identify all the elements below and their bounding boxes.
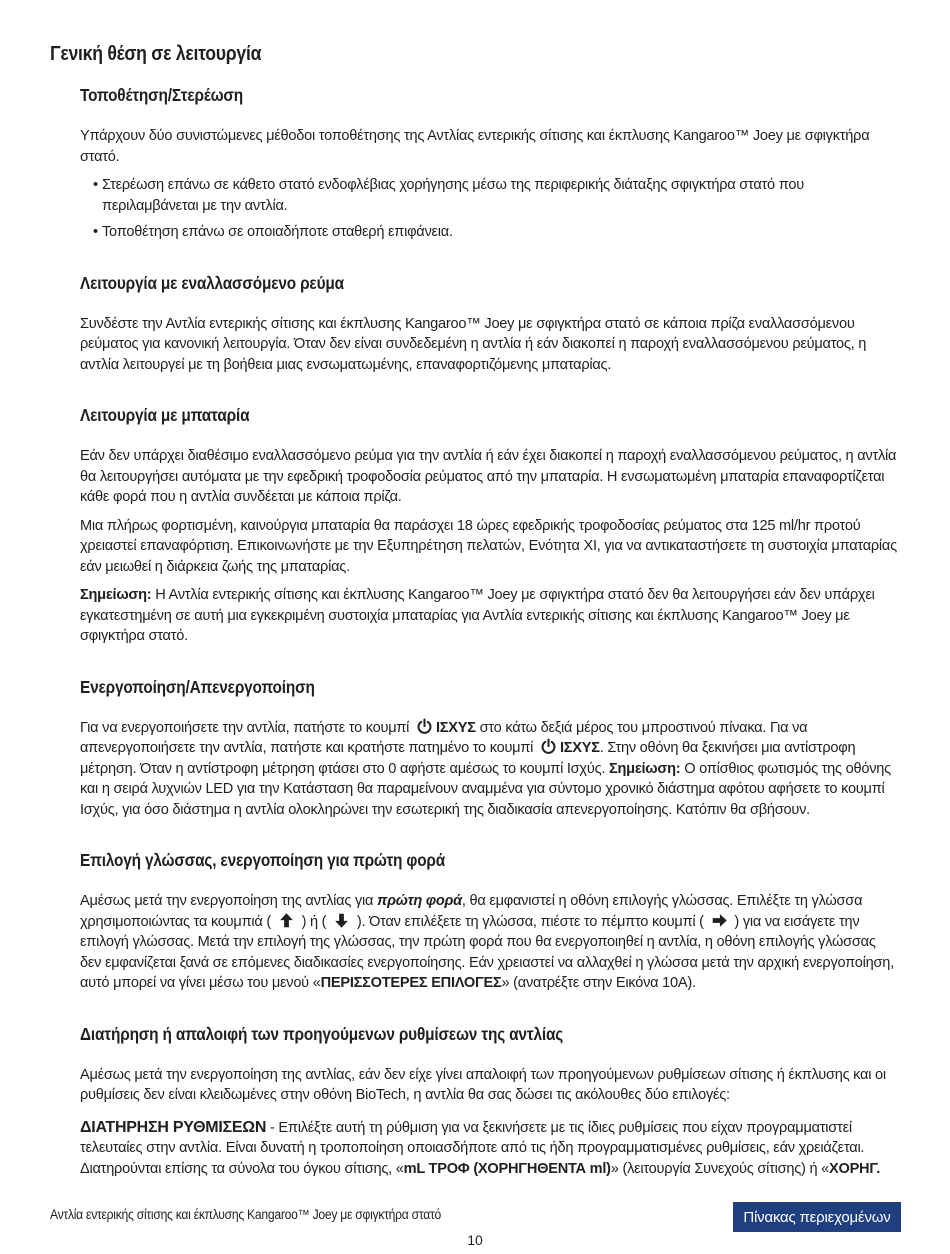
- arrow-up-icon: [278, 912, 295, 929]
- menu-name-more-options: ΠΕΡΙΣΣΟΤΕΡΕΣ ΕΠΙΛΟΓΕΣ: [320, 975, 502, 991]
- power-icon: [416, 718, 433, 735]
- list-item: • Τοποθέτηση επάνω σε οποιαδήποτε σταθερή επιφάνεια.: [90, 222, 900, 243]
- text-run: ) για να εισάγετε την επιλογή γλώσσας. Μετά την επιλογή της γλώσσας, την πρώτη φορά που θα ενεργοποιηθεί η αντλία, η οθόνη επιλογής γλώσσας δεν εμφανίζεται ξανά σε επόμενες διαδικασίες ενεργοποίησης. Εάν χρειαστεί να αλλαχθεί η γλώσσα μετά την αρχική ενεργοποίηση, αυτό μπορεί να γίνει μέσω του μενού «: [80, 913, 894, 991]
- ac-power-text: Συνδέστε την Αντλία εντερικής σίτισης και έκπλυσης Kangaroo™ Joey με σφιγκτήρα στατό σε κάποια πρίζα εναλλασσόμενου ρεύματος για κανονική λειτουργία. Όταν δεν είναι συνδεδεμένη η αντλία ή εάν διακοπεί η παροχή εναλλασσόμενου ρεύματος, η αντλία λειτουργεί με τη βοήθεια μιας ενσωματωμένης, επαναφορτιζόμενης μπαταρίας.: [80, 315, 867, 373]
- note-label: Σημείωση:: [80, 587, 152, 603]
- mounting-bullet-list: [90, 175, 900, 243]
- text-run: Ο οπίσθιος φωτισμός της οθόνης και η σειρά λυχνιών LED για την Κατάσταση θα παραμείνουν αναμμένα για σύντομο χρονικό διάστημα αφότου αφήσετε το κουμπί Ισχύς, για όσο διάστημα η αντλία ολοκληρώνει την εσωτερική της διαδικασία απενεργοποίησης. Κατόπιν θα σβήσουν.: [80, 760, 891, 818]
- arrow-right-icon: [711, 912, 728, 929]
- battery-paragraph-1: Εάν δεν υπάρχει διαθέσιμο εναλλασσόμενο ρεύμα για την αντλία ή εάν έχει διακοπεί η παροχή εναλλασσόμενου ρεύματος, η αντλία θα λειτουργήσει αυτόματα με την εφεδρική τροφοδοσία ρεύματος από την μπαταρία. Η ενσωματωμένη μπαταρία επαναφορτίζεται κάθε φορά που η αντλία συνδέεται με κάποια πρίζα.: [80, 448, 897, 505]
- power-icon: [540, 738, 557, 755]
- power-button-label: ΙΣΧΥΣ: [559, 740, 600, 756]
- settings-intro: Αμέσως μετά την ενεργοποίηση της αντλίας, εάν δεν είχε γίνει απαλοιφή των προηγούμενων ρυθμίσεων σίτισης ή έκπλυσης και οι ρυθμίσεις δεν είναι κλειδωμένες στην οθόνη BioTech, η αντλία θα σας δώσει τις ακόλουθες δύο επιλογές:: [80, 1066, 886, 1103]
- note-label: Σημείωση:: [608, 760, 681, 777]
- section-heading-language-selection: Επιλογή γλώσσας, ενεργοποίηση για πρώτη φορά: [80, 850, 446, 870]
- battery-note: [80, 585, 900, 647]
- power-button-label: ΙΣΧΥΣ: [435, 719, 476, 736]
- emphasis-first-time: πρώτη φορά: [376, 893, 462, 909]
- section-heading-mounting: Τοποθέτηση/Στερέωση: [80, 85, 244, 105]
- section-mounting: [80, 85, 900, 243]
- text-run: - Επιλέξτε αυτή τη ρύθμιση για να ξεκινήσετε με τις ίδιες ρυθμίσεις που είχαν προγραμματιστεί τελευταίες στην αντλία. Είναι δυνατή η τροποποίηση οποιασδήποτε από τις ήδη προγραμματισμένες ρυθμίσεις, εάν χρειάζεται. Διατηρούνται επίσης τα σύνολα του όγκου σίτισης, «: [80, 1119, 865, 1177]
- main-content: [80, 85, 900, 1199]
- section-language-selection: [80, 850, 900, 994]
- text-run: ). Όταν επιλέξετε τη γλώσσα, πιέστε το πέμπτο κουμπί (: [353, 913, 708, 930]
- text-run: . Στην οθόνη θα ξεκινήσει μια αντίστροφη μέτρηση. Όταν η αντίστροφη μέτρηση φτάσει στο 0 αφήστε αμέσως το κουμπί Ισχύς.: [80, 740, 856, 777]
- dose-label: ΧΟΡΗΓ.: [828, 1160, 881, 1177]
- list-item: • Στερέωση επάνω σε κάθετο στατό ενδοφλέβιας χορήγησης μέσω της περιφερικής διάταξης σφιγκτήρα στατό που περιλαμβάνεται με την αντλία.: [90, 175, 900, 216]
- text-run: Για να ενεργοποιήσετε την αντλία, πατήστε το κουμπί: [80, 719, 413, 736]
- note-text: Η Αντλία εντερικής σίτισης και έκπλυσης Kangaroo™ Joey με σφιγκτήρα στατό δεν θα λειτουργήσει εάν δεν υπάρχει εγκατεστημένη σε αυτή μια εγκεκριμένη συστοιχία μπαταρίας για Αντλία εντερικής σίτισης και έκπλυσης Kangaroo™ Joey με σφιγκτήρα στατό.: [80, 587, 875, 644]
- text-run: Αμέσως μετά την ενεργοποίηση της αντλίας για: [80, 893, 377, 909]
- text-run: ) ή (: [297, 913, 331, 930]
- keep-settings-description: [80, 1118, 900, 1180]
- power-on-off-text: [80, 718, 900, 821]
- ml-feed-label: mL ΤΡΟΦ (ΧΟΡΗΓΗΘΕΝΤΑ ml): [403, 1160, 611, 1177]
- keep-settings-label: ΔΙΑΤΗΡΗΣΗ ΡΥΘΜΙΣΕΩΝ: [80, 1118, 267, 1136]
- text-run: , θα εμφανιστεί η οθόνη επιλογής γλώσσας. Επιλέξτε τη γλώσσα χρησιμοποιώντας τα κουμπιά (: [80, 893, 863, 930]
- section-heading-power-on-off: Ενεργοποίηση/Απενεργοποίηση: [80, 676, 315, 697]
- section-keep-clear-settings: [80, 1024, 900, 1180]
- page-title: Γενική θέση σε λειτουργία: [50, 42, 262, 65]
- section-ac-power: [80, 273, 900, 376]
- arrow-down-icon: [333, 912, 350, 929]
- language-selection-text: [80, 891, 900, 994]
- table-of-contents-button[interactable]: Πίνακας περιεχομένων: [733, 1202, 901, 1232]
- section-heading-battery: Λειτουργία με μπαταρία: [80, 405, 250, 425]
- battery-paragraph-2: Μια πλήρως φορτισμένη, καινούργια μπαταρία θα παράσχει 18 ώρες εφεδρικής τροφοδοσίας ρεύματος στα 125 ml/hr προτού χρειαστεί επαναφόρτιση. Επικοινωνήστε με την Εξυπηρέτηση πελατών, Ενότητα XI, για να αντικαταστήσετε τη συστοιχία μπαταρίας εάν μειωθεί η διάρκεια ζωής της μπαταρίας.: [80, 517, 897, 575]
- section-battery: [80, 405, 900, 647]
- footer-product-name: Αντλία εντερικής σίτισης και έκπλυσης Kangaroo™ Joey με σφιγκτήρα στατό: [50, 1207, 442, 1222]
- page-number: 10: [467, 1232, 483, 1248]
- section-heading-keep-clear-settings: Διατήρηση ή απαλοιφή των προηγούμενων ρυθμίσεων της αντλίας: [80, 1023, 564, 1044]
- text-run: στο κάτω δεξιά μέρος του μπροστινού πίνακα. Για να απενεργοποιήσετε την αντλία, πατήστε και κρατήστε πατημένο το κουμπί: [80, 719, 808, 756]
- section-heading-ac-power: Λειτουργία με εναλλασσόμενο ρεύμα: [80, 272, 344, 293]
- text-run: » (λειτουργία Συνεχούς σίτισης) ή «: [610, 1160, 829, 1177]
- mounting-intro: Υπάρχουν δύο συνιστώμενες μέθοδοι τοποθέτησης της Αντλίας εντερικής σίτισης και έκπλυσης Kangaroo™ Joey με σφιγκτήρα στατό.: [80, 128, 870, 165]
- section-power-on-off: [80, 677, 900, 821]
- text-run: » (ανατρέξτε στην Εικόνα 10Α).: [501, 975, 696, 991]
